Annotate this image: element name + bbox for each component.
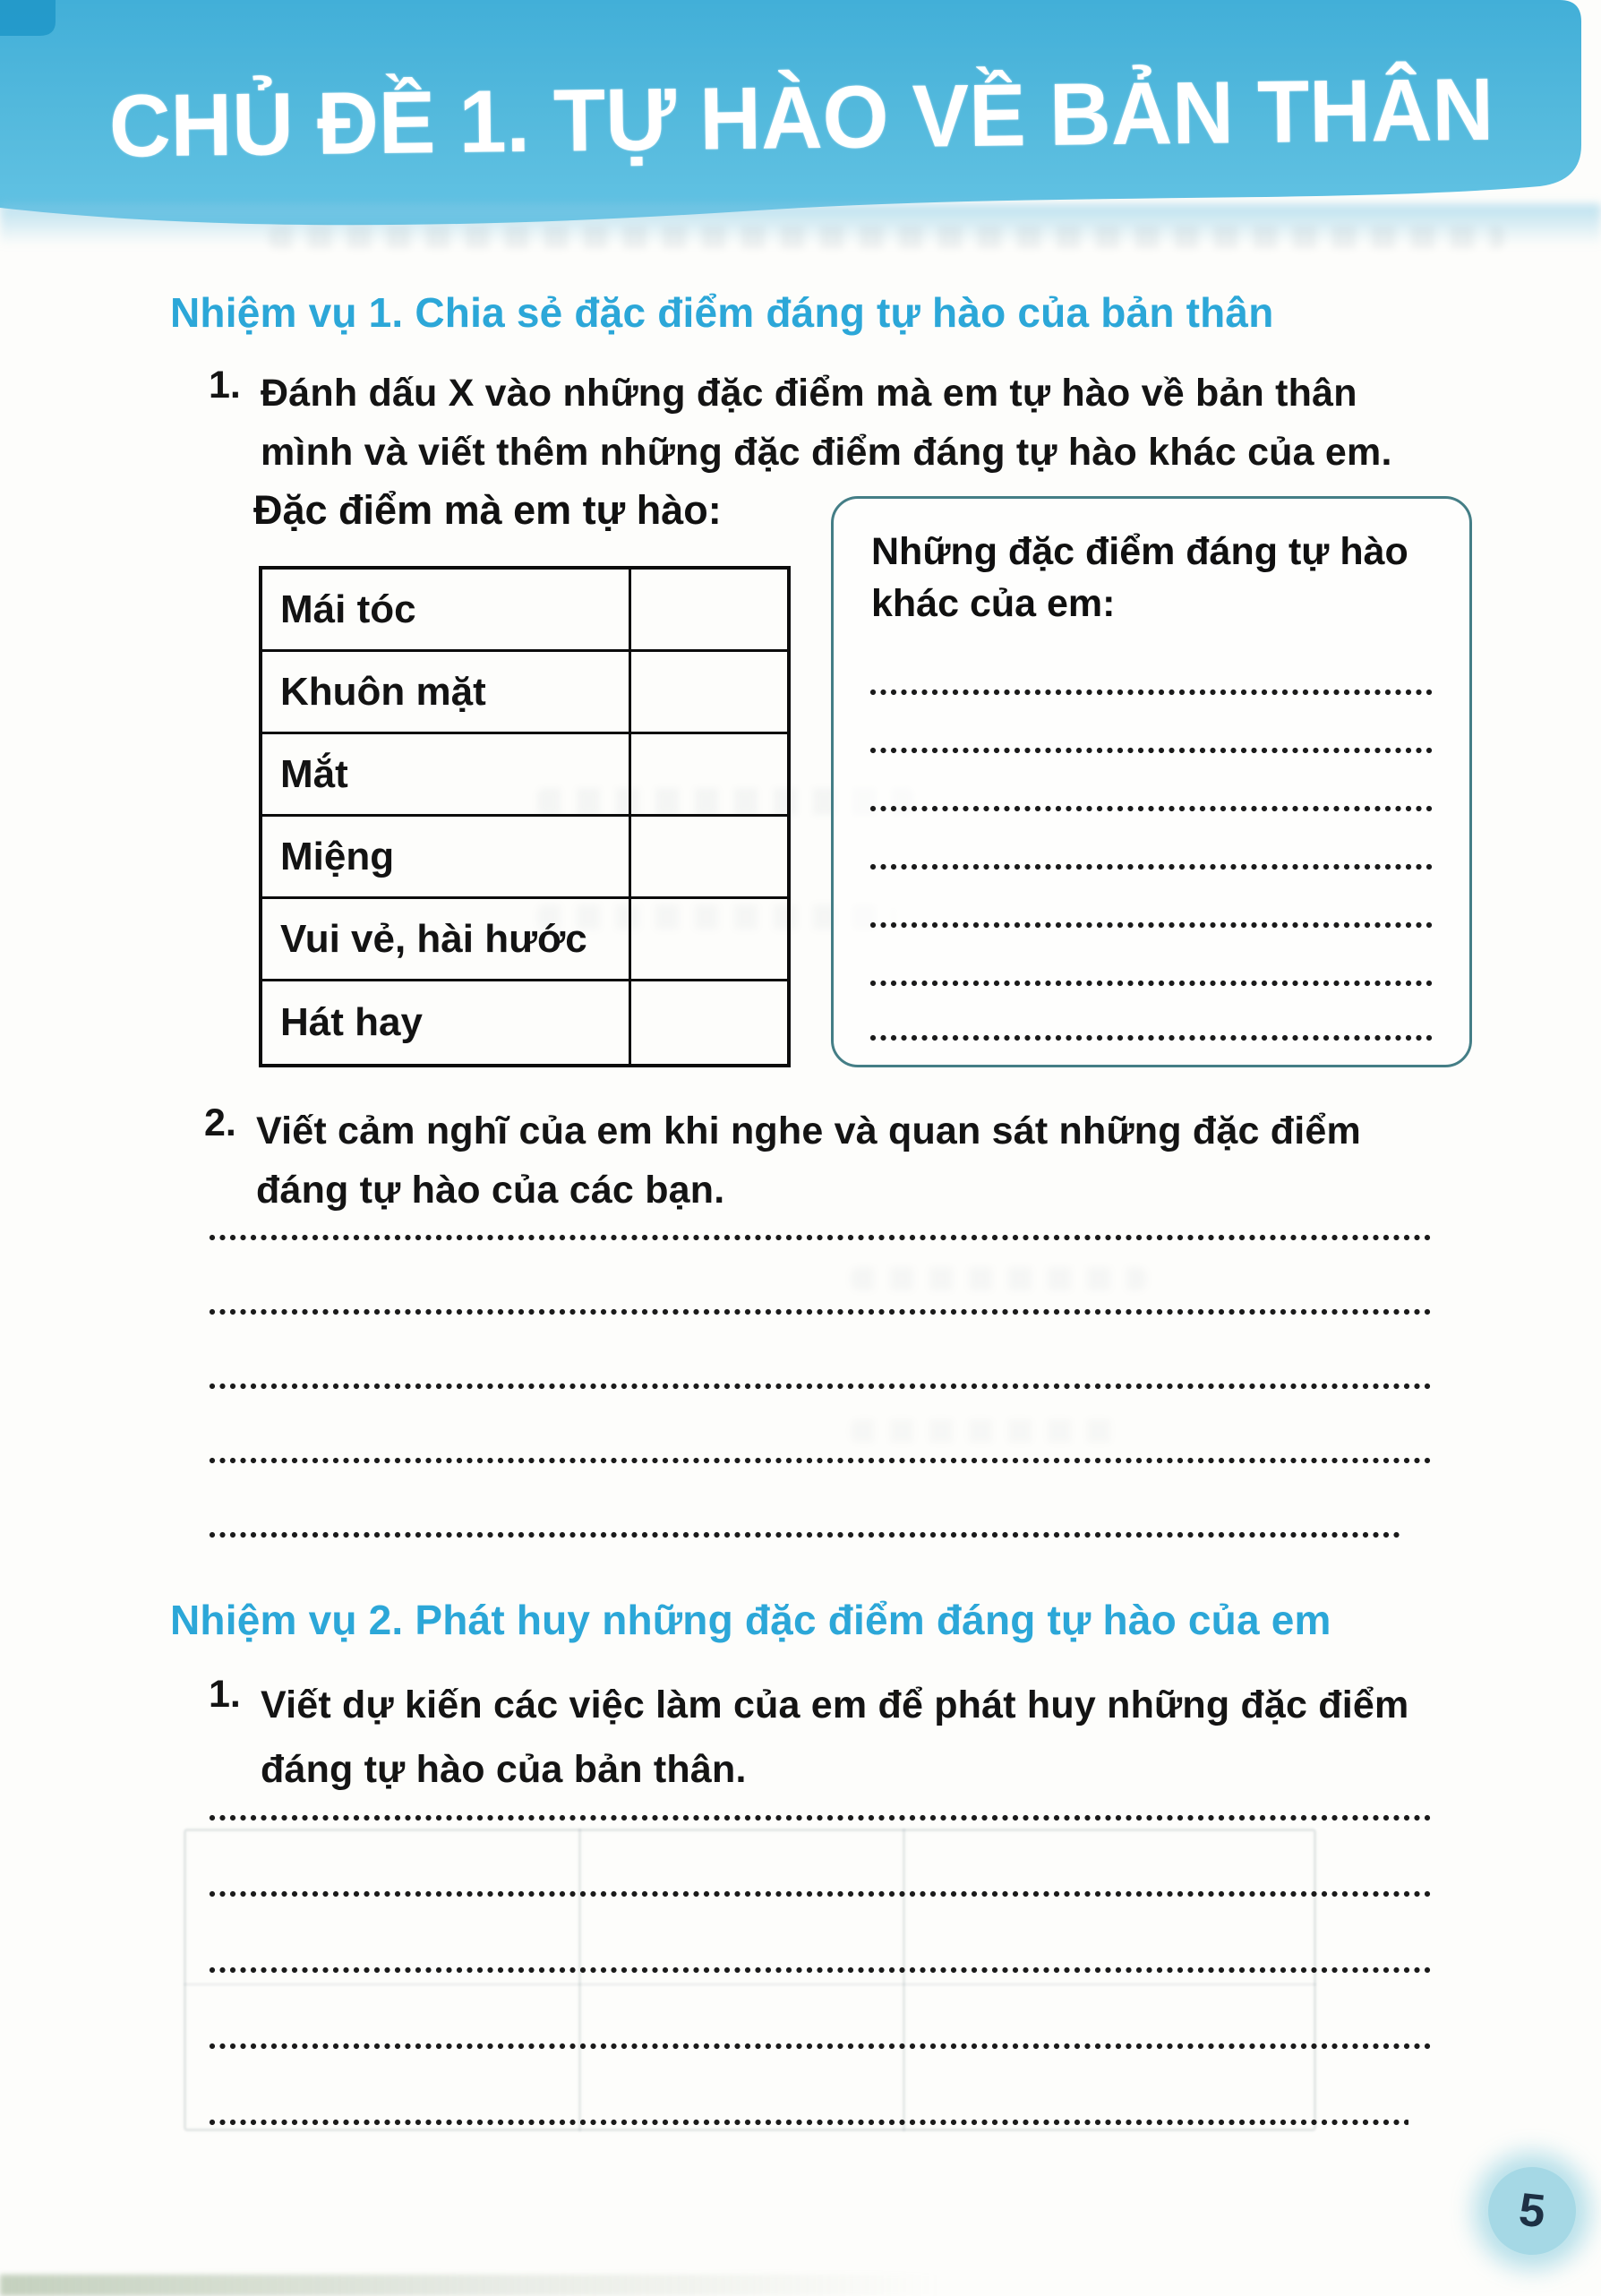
item-text-line: Viết cảm nghĩ của em khi nghe và quan sát những đặc điểm	[256, 1109, 1361, 1152]
table-row	[262, 981, 787, 1064]
scan-artifact	[851, 1267, 1146, 1290]
other-traits-label-line: Những đặc điểm đáng tự hào	[871, 530, 1408, 573]
checkbox-cell[interactable]	[631, 652, 787, 732]
answer-line[interactable]	[869, 980, 1435, 987]
item-text-line: Đánh dấu X vào những đặc điểm mà em tự hào về bản thân	[261, 372, 1357, 415]
table-row	[262, 734, 787, 817]
page-number-badge	[1484, 2163, 1580, 2259]
trait-label: Vui vẻ, hài hước	[262, 899, 631, 979]
answer-line[interactable]	[209, 1531, 1400, 1538]
table-row	[262, 570, 787, 652]
pride-table	[259, 566, 791, 1067]
checkbox-cell[interactable]	[631, 817, 787, 896]
item-number: 1.	[209, 1673, 241, 1716]
task2-item1	[209, 1673, 1408, 1802]
trait-label: Mái tóc	[262, 570, 631, 649]
checkbox-cell[interactable]	[631, 734, 787, 814]
answer-line[interactable]	[869, 689, 1435, 696]
answer-line[interactable]	[209, 1890, 1433, 1898]
answer-line[interactable]	[869, 805, 1435, 812]
chapter-title: CHỦ ĐỀ 1. TỰ HÀO VỀ BẢN THÂN	[108, 60, 1494, 176]
scan-artifact-ghost-table	[184, 1829, 1316, 2131]
pride-table-label: Đặc điểm mà em tự hào:	[253, 487, 722, 533]
trait-label: Miệng	[262, 817, 631, 896]
answer-line[interactable]	[209, 1457, 1433, 1464]
task2-heading: Nhiệm vụ 2. Phát huy những đặc điểm đáng tự hào của em	[170, 1597, 1331, 1643]
other-traits-label	[871, 526, 1408, 630]
answer-line[interactable]	[209, 1383, 1433, 1390]
checkbox-cell[interactable]	[631, 570, 787, 649]
answer-line[interactable]	[209, 1308, 1433, 1315]
answer-line[interactable]	[869, 747, 1435, 754]
task1-item1	[209, 364, 1392, 482]
task1-heading: Nhiệm vụ 1. Chia sẻ đặc điểm đáng tự hào của bản thân	[170, 289, 1274, 336]
answer-line[interactable]	[869, 863, 1435, 870]
item-number: 1.	[209, 364, 241, 407]
answer-line[interactable]	[209, 1966, 1433, 1974]
answer-line[interactable]	[209, 1234, 1433, 1241]
page-number: 5	[1516, 2183, 1548, 2239]
answer-line[interactable]	[209, 2043, 1433, 2050]
item-text-line: đáng tự hào của bản thân.	[261, 1748, 747, 1791]
checkbox-cell[interactable]	[631, 899, 787, 979]
trait-label: Mắt	[262, 734, 631, 814]
trait-label: Khuôn mặt	[262, 652, 631, 732]
item-number: 2.	[204, 1101, 236, 1144]
table-row	[262, 652, 787, 734]
answer-line[interactable]	[869, 1034, 1435, 1041]
scan-artifact	[851, 1419, 1119, 1443]
item-text-line: đáng tự hào của các bạn.	[256, 1169, 725, 1212]
answer-line[interactable]	[209, 2119, 1408, 2126]
scan-artifact	[0, 2275, 940, 2296]
answer-line[interactable]	[869, 921, 1435, 929]
answer-line[interactable]	[209, 1814, 1433, 1821]
item-text-line: mình và viết thêm những đặc điểm đáng tự hào khác của em.	[261, 431, 1392, 474]
task1-item2	[204, 1101, 1361, 1220]
trait-label: Hát hay	[262, 981, 631, 1064]
table-row	[262, 899, 787, 981]
other-traits-box	[831, 496, 1472, 1067]
table-row	[262, 817, 787, 899]
banner-fade-artifact	[0, 204, 1601, 245]
item-text-line: Viết dự kiến các việc làm của em để phát huy những đặc điểm	[261, 1683, 1409, 1726]
other-traits-label-line: khác của em:	[871, 582, 1116, 625]
checkbox-cell[interactable]	[631, 981, 787, 1064]
